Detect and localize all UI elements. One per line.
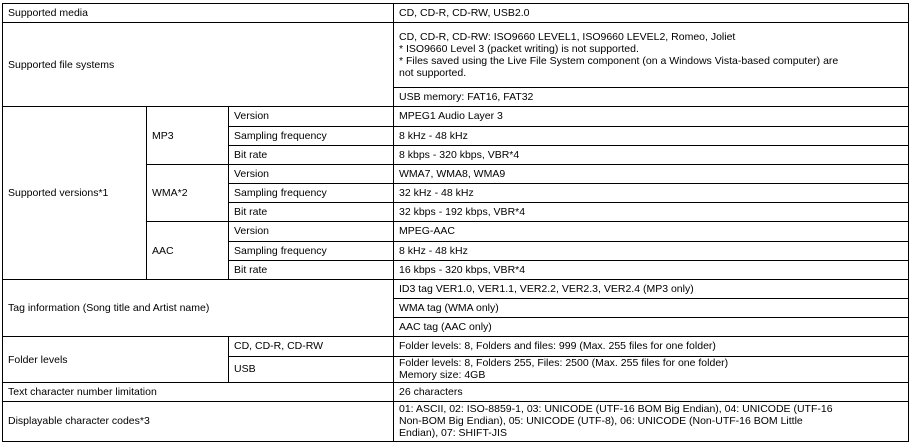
file-systems-label: Supported file systems bbox=[3, 23, 394, 107]
param-value: 32 kHz - 48 kHz bbox=[394, 184, 909, 203]
displayable-codes-line: 01: ASCII, 02: ISO-8859-1, 03: UNICODE (UTF-16 BOM Big Endian), 04: UNICODE (UTF-16 bbox=[399, 403, 833, 416]
param-label: Version bbox=[229, 107, 394, 126]
text-char-limit-value: 26 characters bbox=[394, 382, 909, 401]
folder-usb-media: USB bbox=[229, 356, 394, 382]
row-mp3-version bbox=[3, 107, 909, 126]
tag-info-value: ID3 tag VER1.0, VER1.1, VER2.2, VER2.3, VER2.4 (MP3 only) bbox=[394, 279, 909, 298]
supported-media-value: CD, CD-R, CD-RW, USB2.0 bbox=[394, 4, 909, 23]
supported-versions-label: Supported versions*1 bbox=[3, 107, 147, 280]
file-systems-cd-value bbox=[394, 23, 909, 88]
file-systems-line: not supported. bbox=[399, 67, 467, 80]
row-folder-cd bbox=[3, 337, 909, 356]
format-mp3: MP3 bbox=[147, 107, 229, 165]
folder-usb-value bbox=[394, 356, 909, 382]
displayable-codes-line: Non-BOM Big Endian), 05: UNICODE (UTF-8), 06: UNICODE (Non-UTF-16 BOM Little bbox=[399, 415, 803, 428]
param-value: 32 kbps - 192 kbps, VBR*4 bbox=[394, 203, 909, 222]
displayable-codes-line: Endian), 07: SHIFT-JIS bbox=[399, 427, 507, 440]
param-value: 16 kbps - 320 kbps, VBR*4 bbox=[394, 260, 909, 279]
format-aac: AAC bbox=[147, 222, 229, 280]
displayable-codes-label: Displayable character codes*3 bbox=[3, 401, 394, 441]
tag-info-label: Tag information (Song title and Artist name) bbox=[3, 279, 394, 337]
param-value: WMA7, WMA8, WMA9 bbox=[394, 164, 909, 183]
folder-cd-media: CD, CD-R, CD-RW bbox=[229, 337, 394, 356]
param-label: Version bbox=[229, 164, 394, 183]
supported-media-label: Supported media bbox=[3, 4, 394, 23]
param-label: Version bbox=[229, 222, 394, 241]
row-supported-media bbox=[3, 4, 909, 23]
param-label: Bit rate bbox=[229, 203, 394, 222]
format-wma: WMA*2 bbox=[147, 164, 229, 222]
tag-info-value: AAC tag (AAC only) bbox=[394, 318, 909, 337]
row-tag-id3 bbox=[3, 279, 909, 298]
file-systems-line: CD, CD-R, CD-RW: ISO9660 LEVEL1, ISO9660 LEVEL2, Romeo, Joliet bbox=[399, 31, 736, 44]
param-value: 8 kHz - 48 kHz bbox=[394, 241, 909, 260]
param-label: Sampling frequency bbox=[229, 241, 394, 260]
param-value: MPEG1 Audio Layer 3 bbox=[394, 107, 909, 126]
row-file-systems-cd bbox=[3, 23, 909, 88]
text-char-limit-label: Text character number limitation bbox=[3, 382, 394, 401]
param-label: Bit rate bbox=[229, 260, 394, 279]
tag-info-value: WMA tag (WMA only) bbox=[394, 299, 909, 318]
file-systems-line: * ISO9660 Level 3 (packet writing) is not supported. bbox=[399, 43, 639, 56]
param-value: 8 kbps - 320 kbps, VBR*4 bbox=[394, 145, 909, 164]
file-systems-usb-value: USB memory: FAT16, FAT32 bbox=[394, 88, 909, 107]
folder-cd-value: Folder levels: 8, Folders and files: 999 (Max. 255 files for one folder) bbox=[394, 337, 909, 356]
folder-levels-label: Folder levels bbox=[3, 337, 229, 382]
file-systems-line: * Files saved using the Live File System component (on a Windows Vista-based computer) are bbox=[399, 55, 839, 68]
displayable-codes-value bbox=[394, 401, 909, 441]
param-label: Bit rate bbox=[229, 145, 394, 164]
folder-usb-line: Folder levels: 8, Folders 255, Files: 2500 (Max. 255 files for one folder) bbox=[399, 357, 729, 370]
row-displayable-codes bbox=[3, 401, 909, 441]
folder-usb-line: Memory size: 4GB bbox=[399, 369, 486, 382]
param-label: Sampling frequency bbox=[229, 184, 394, 203]
param-label: Sampling frequency bbox=[229, 126, 394, 145]
param-value: MPEG-AAC bbox=[394, 222, 909, 241]
specifications-table bbox=[2, 3, 909, 442]
row-text-char-limit bbox=[3, 382, 909, 401]
param-value: 8 kHz - 48 kHz bbox=[394, 126, 909, 145]
